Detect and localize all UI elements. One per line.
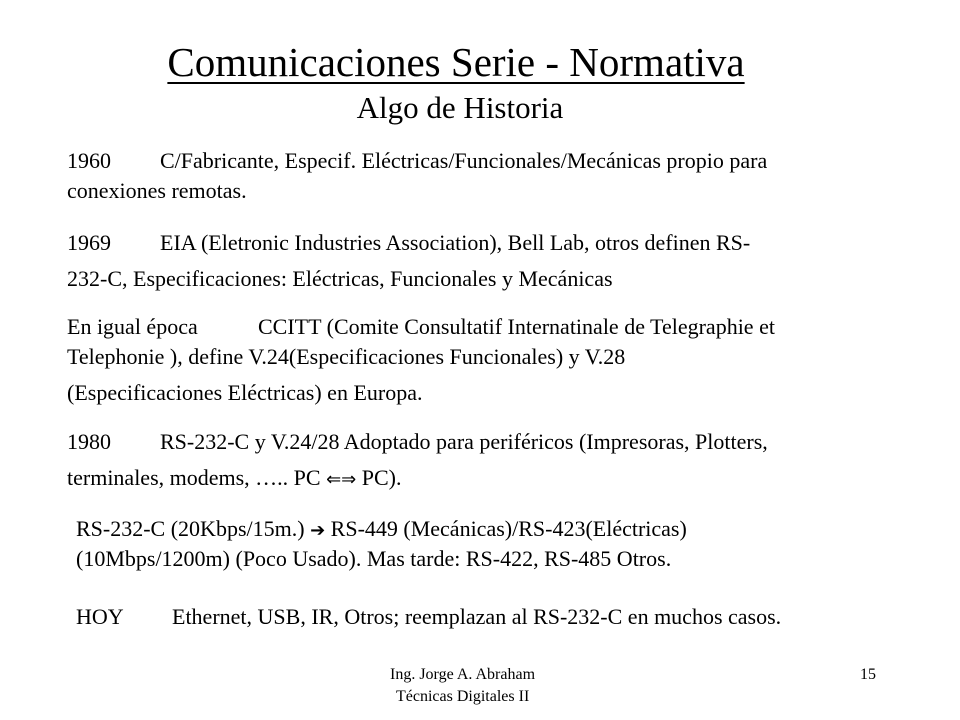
entry-epoca-line3: (Especificaciones Eléctricas) en Europa. — [67, 380, 423, 405]
footer-author: Ing. Jorge A. Abraham — [390, 666, 536, 683]
entry-epoca-line1: CCITT (Comite Consultatif Internatinale de Telegraphie et — [258, 314, 775, 339]
entry-1960-line2: conexiones remotas. — [67, 178, 247, 203]
double-arrow-icon: ⇐⇒ — [326, 469, 357, 490]
slide-title — [0, 36, 912, 88]
entry-epoca-line2: Telephonie ), define V.24(Especificaciones Funcionales) y V.28 — [67, 344, 626, 369]
page-number: 15 — [860, 666, 876, 683]
footer-course: Técnicas Digitales II — [396, 688, 530, 705]
hoy-text: Ethernet, USB, IR, Otros; reemplazan al RS-232-C en muchos casos. — [172, 604, 782, 629]
entry-1980-line2-start: terminales, modems, ….. PC — [67, 465, 327, 490]
rs232-line1-end: RS-449 (Mecánicas)/RS-423(Eléctricas) — [325, 516, 687, 541]
entry-1980-year: 1980 — [67, 429, 111, 454]
entry-1980-line1: RS-232-C y V.24/28 Adoptado para periféricos (Impresoras, Plotters, — [160, 429, 768, 454]
rs232-line1 — [76, 515, 687, 545]
entry-1960-year: 1960 — [67, 148, 111, 173]
hoy-label: HOY — [76, 604, 124, 629]
rs232-line1-start: RS-232-C (20Kbps/15m.) — [76, 516, 311, 541]
entry-1980-line2 — [67, 464, 402, 494]
entry-1980-line2-end: PC). — [356, 465, 402, 490]
right-arrow-icon: ➔ — [310, 520, 326, 541]
entry-1969-year: 1969 — [67, 230, 111, 255]
entry-1969-line2: 232-C, Especificaciones: Eléctricas, Funcionales y Mecánicas — [67, 266, 613, 291]
rs232-line2: (10Mbps/1200m) (Poco Usado). Mas tarde: RS-422, RS-485 Otros. — [76, 546, 672, 571]
slide-subtitle: Algo de Historia — [356, 90, 564, 125]
entry-1960-line1: C/Fabricante, Especif. Eléctricas/Funcionales/Mecánicas propio para — [160, 148, 768, 173]
entry-epoca-label: En igual época — [67, 314, 198, 339]
slide-title-text: Comunicaciones Serie - Normativa — [167, 39, 745, 85]
entry-1969-line1: EIA (Eletronic Industries Association), Bell Lab, otros definen RS- — [160, 230, 751, 255]
